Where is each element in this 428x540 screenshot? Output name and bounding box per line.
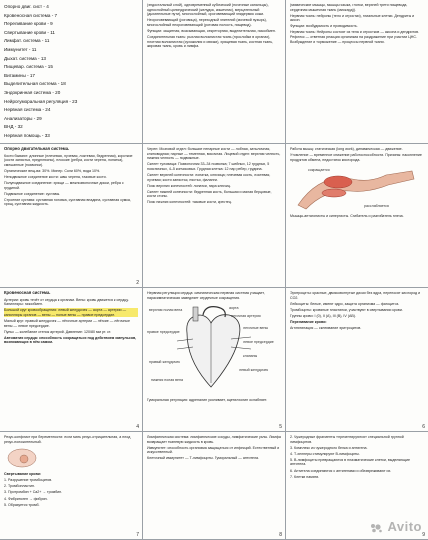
- rh-figure: [4, 447, 64, 469]
- note-paragraph: Переливание крови:: [290, 319, 327, 324]
- contents-item: Нейрогуморальная регуляция - 23: [4, 98, 78, 104]
- cell-skeleton: [143, 144, 286, 288]
- cell-tissues: [143, 0, 286, 144]
- note-paragraph: Функции: защитная, всасывающая, секреторная, выделительная, газообмен.: [147, 28, 276, 33]
- note-paragraph: Артерии: кровь течёт от сердца к органам. Вены: кровь движется к сердцу. Капилляры: газообмен.: [4, 297, 129, 307]
- note-paragraph: Группы крови: I (0), II (A), III (B), IV (AB).: [290, 313, 356, 318]
- note-paragraph: (эндостальный слой), одновременный кубический (почечные канальцы), однослойный цилиндрический (желудок, кишечник), мерцательный (дыхательные пути), многослойный, ороговевающий эпидермис кожи.: [147, 3, 269, 17]
- page-number: 6: [422, 424, 425, 431]
- note-paragraph: Неороговевающий (роговица), переходный эпителий (мочевой пузырь), многослойный неороговевающий (ротовая полость, пищевод).: [147, 18, 267, 27]
- highlighted-paragraph: Большой круг кровообращения: левый желудочек — аорта — артерии — капилляры органов — вены — полые вены — правое предсердие.: [4, 308, 138, 317]
- fetus-shape: [20, 455, 28, 463]
- contents-item: Нервная система - 24: [4, 107, 51, 113]
- left-ventricle-label: левый желудочек: [239, 368, 269, 373]
- note-paragraph: Агглютинация — склеивание эритроцитов.: [290, 326, 362, 331]
- arm-muscle-figure: [290, 165, 424, 211]
- note-paragraph: Соединительная ткань: рыхлая волокнистая ткань (прослойки в органах), плотная волокнистая (сухожилия и связки), хрящевая ткань, костная ткань, жировая ткань, кровь и лимфа.: [147, 35, 274, 49]
- contracts-label: сокращается: [308, 168, 330, 173]
- contents-item: Нервная помощь - 33: [4, 132, 50, 138]
- section-title: Опорно двигательная система.: [4, 146, 70, 151]
- note-paragraph: Кости бывают: длинные (плечевая, лучевая, локтевая, бедренная), короткие (кости запястья, предплюсны), плоские (ребра, кости черепа, лопатка), смешанные (позвонки).: [4, 153, 133, 167]
- note-paragraph: 3. Комплекс из чужеродного белка и антигена.: [290, 445, 368, 450]
- right-atrium-label: правое предсердие: [147, 330, 180, 335]
- inferior-vena-cava-label: нижняя полая вена: [151, 378, 184, 383]
- heart-diagram: [147, 303, 281, 395]
- note-paragraph: 5. Образуется тромб.: [4, 502, 40, 507]
- contents-item: Опорно двиг. сист - 4: [4, 4, 49, 9]
- vena-cava-shape: [193, 307, 198, 321]
- note-paragraph: Органические вещ-ва: 30%. Минер. Соли 60%, вода 10%.: [4, 168, 101, 173]
- contents-item: Переливание крови - 9: [4, 21, 53, 27]
- note-paragraph: Эритроциты: красные, двояковогнутые диски без ядра, переносят кислород и CO2.: [290, 291, 421, 300]
- note-paragraph: 2. Тромбопластин.: [4, 484, 35, 489]
- heart-outline: [187, 315, 240, 387]
- pulmonary-veins-label: легочные вены: [243, 326, 269, 331]
- cell-nervous-tissue: [286, 0, 428, 144]
- cell-blood: [286, 288, 428, 432]
- note-paragraph: Малый круг: правый желудочек — лёгочные артерии — лёгкие — лёгочные вены — левое предсердие.: [4, 318, 130, 328]
- cell-circulatory: [0, 288, 143, 432]
- note-paragraph: Гуморальная регуляция: адреналин усиливает, ацетилхолин ослабляет.: [147, 398, 268, 403]
- note-paragraph: Лейкоциты: белые, имеют ядро, защита организма — фагоцитоз.: [290, 301, 400, 306]
- note-paragraph: 1. Разрушение тромбоцитов.: [4, 478, 53, 483]
- note-paragraph: 5. В-лимфоциты превращаются в плазматические клетки, выделяющие антитела.: [290, 457, 411, 467]
- note-paragraph: Пояс верхних конечностей: лопатки, пара ключиц.: [147, 183, 231, 188]
- section-title: Кровеносная система.: [4, 290, 51, 295]
- note-paragraph: Нервная регуляция сердца: симпатическая нервная система учащает, парасимпатическая замедляет сердечные сокращения.: [147, 291, 265, 300]
- note-paragraph: Работа мышц: статическая (long work), динамическая — движение.: [290, 147, 403, 151]
- avito-logo-icon: [370, 523, 384, 533]
- triceps-shape: [322, 189, 346, 197]
- contents-item: Свертывание крови - 11: [4, 29, 55, 35]
- contents-item: Эндокринная система - 20: [4, 89, 61, 95]
- avito-watermark: [370, 519, 422, 534]
- note-paragraph: Череп: Мозговой отдел: большие непарные кости — лобная, затылочная, клиновидная; парные — теменная, височная. Лицевой отдел: верхняя челюсть, нижняя челюсть — подвижные.: [147, 147, 281, 161]
- contents-item: Анализаторы - 29: [4, 115, 42, 121]
- note-paragraph: Полуподвижное соединение: хрящи — межпозвоночные диски, ребра с грудиной.: [4, 181, 124, 190]
- contents-list: [4, 3, 138, 141]
- cell-musculoskeletal: [0, 144, 143, 288]
- relaxes-label: расслабляется: [364, 204, 389, 209]
- note-paragraph: Лимфатическая система: лимфатические сосуды, лимфатические узлы. Лимфа возвращает тканевую жидкость в кровь.: [147, 435, 281, 444]
- note-paragraph: Неподвижное соединение кости: швы черепа, тазовые кости.: [4, 174, 107, 179]
- contents-item: Дыхат. система - 13: [4, 55, 46, 61]
- note-paragraph: Функции: возбудимость и проводимость.: [290, 24, 358, 29]
- note-paragraph: Автоматия сердца: способность сокращаться под действием импульсов, возникающих в нём самом.: [4, 335, 137, 345]
- page-number: 2: [136, 280, 139, 287]
- note-paragraph: Подвижное соединение: суставы.: [4, 191, 61, 196]
- contents-item: ВНД - 32: [4, 124, 23, 130]
- watermark-text: Avito: [387, 519, 422, 534]
- note-paragraph: Тромбоциты: кровяные пластинки, участвуют в свертывании крови.: [290, 307, 403, 312]
- note-paragraph: Нервная ткань: нейроны (тело и отростки), глиальные клетки. Дендриты и аксон.: [290, 13, 415, 23]
- note-paragraph: Пояс нижних конечностей: тазовые кости, крестец.: [147, 200, 232, 205]
- note-paragraph: 4. Фибриноген → фибрин.: [4, 496, 48, 501]
- left-atrium-label: левое предсердие: [243, 340, 274, 345]
- note-paragraph: Мышцы-антагонисты и синергисты. Сгибатель и разгибатель плеча.: [290, 214, 404, 219]
- contents-item: Пищевар. система - 15: [4, 64, 53, 70]
- biceps-shape: [324, 176, 352, 188]
- note-paragraph: 4. Т-хелперы стимулируют В-лимфоциты.: [290, 451, 360, 456]
- pulmonary-artery-label: легочная артерия: [231, 314, 261, 319]
- contents-item: Иммунитет - 11: [4, 46, 37, 52]
- contents-item: Лимфат. система - 11: [4, 38, 50, 44]
- right-ventricle-label: правый желудочек: [149, 360, 180, 365]
- aorta-label: аорта: [229, 306, 239, 311]
- note-paragraph: Скелет нижней конечности: бедренная кость, большая и малая берцовые, кости стопы.: [147, 189, 272, 199]
- note-paragraph: Клеточный иммунитет — Т-лимфоциты. Гуморальный — антитела.: [147, 456, 260, 461]
- valves-label: клапаны: [243, 354, 258, 359]
- note-paragraph: (мимические мышцы, мышцы языка, глотки, верхней трети пищевода, сердечная мышечная ткань (миокард)).: [290, 3, 408, 12]
- note-paragraph: 2. Чужеродные фрагменты «презентируются» специальной группой лимфоцитов.: [290, 435, 404, 444]
- note-paragraph: Строение сустава: суставная головка, суставная впадина, суставная сумка, хрящ, суставная жидкость.: [4, 197, 131, 207]
- note-paragraph: Пульс — колебание стенок артерий. Давление: 120/80 мм рт. ст.: [4, 329, 112, 334]
- superior-vena-cava-label: верхняя полая вена: [149, 308, 183, 313]
- cell-coagulation: [0, 432, 143, 540]
- page-number: 9: [422, 532, 425, 539]
- cell-muscles: [286, 144, 428, 288]
- page-number: 5: [279, 424, 282, 431]
- note-paragraph: Иммунитет: способность организма защищаться от инфекций. Естественный и искусственный.: [147, 445, 280, 455]
- note-paragraph: 6. Антитела соединяются с антигенами и обезвреживают их.: [290, 468, 392, 473]
- note-paragraph: Скелет верхней конечности: лопатка, ключица; плечевая кость, локтевая, лучевая; кости запястья, пястья, фаланги.: [147, 172, 271, 182]
- page-number: 8: [279, 532, 282, 539]
- arm-shape: [298, 171, 414, 209]
- contents-item: Кровеносная система - 7: [4, 12, 58, 18]
- note-paragraph: Скелет туловища: Позвоночник 33–34 позвонка; 7 шейных, 12 грудных, 5 поясничных, 4–5 копчиковых. Грудная клетка: 12 пар ребер, грудина.: [147, 162, 270, 171]
- note-paragraph: Утомление — временное снижение работоспособности. Причины: накопление продуктов обмена, недостаток кислорода.: [290, 153, 422, 162]
- page-number: 7: [136, 532, 139, 539]
- cell-lymph: [143, 432, 286, 540]
- contents-item: Витамины - 17: [4, 72, 35, 78]
- note-paragraph: Нервная ткань: Нейроны состоят из тела и отростков — аксона и дендритов. Рефлекс — ответная реакция организма на раздражение при участии ЦНС. Возбуждение и торможение — процессы нервной ткани.: [290, 30, 420, 44]
- cell-contents: [0, 0, 143, 144]
- note-paragraph: Резус-конфликт при беременности: если мать резус-отрицательная, а плод резус-положительный.: [4, 435, 131, 444]
- contents-item: Выделительная система - 18: [4, 81, 66, 87]
- note-paragraph: Свертывание крови:: [4, 472, 42, 477]
- page-number: 4: [136, 424, 139, 431]
- note-paragraph: 3. Протромбин + Ca2+ → тромбин.: [4, 490, 63, 495]
- cell-heart: [143, 288, 286, 432]
- note-paragraph: 7. Клетки памяти.: [290, 474, 320, 479]
